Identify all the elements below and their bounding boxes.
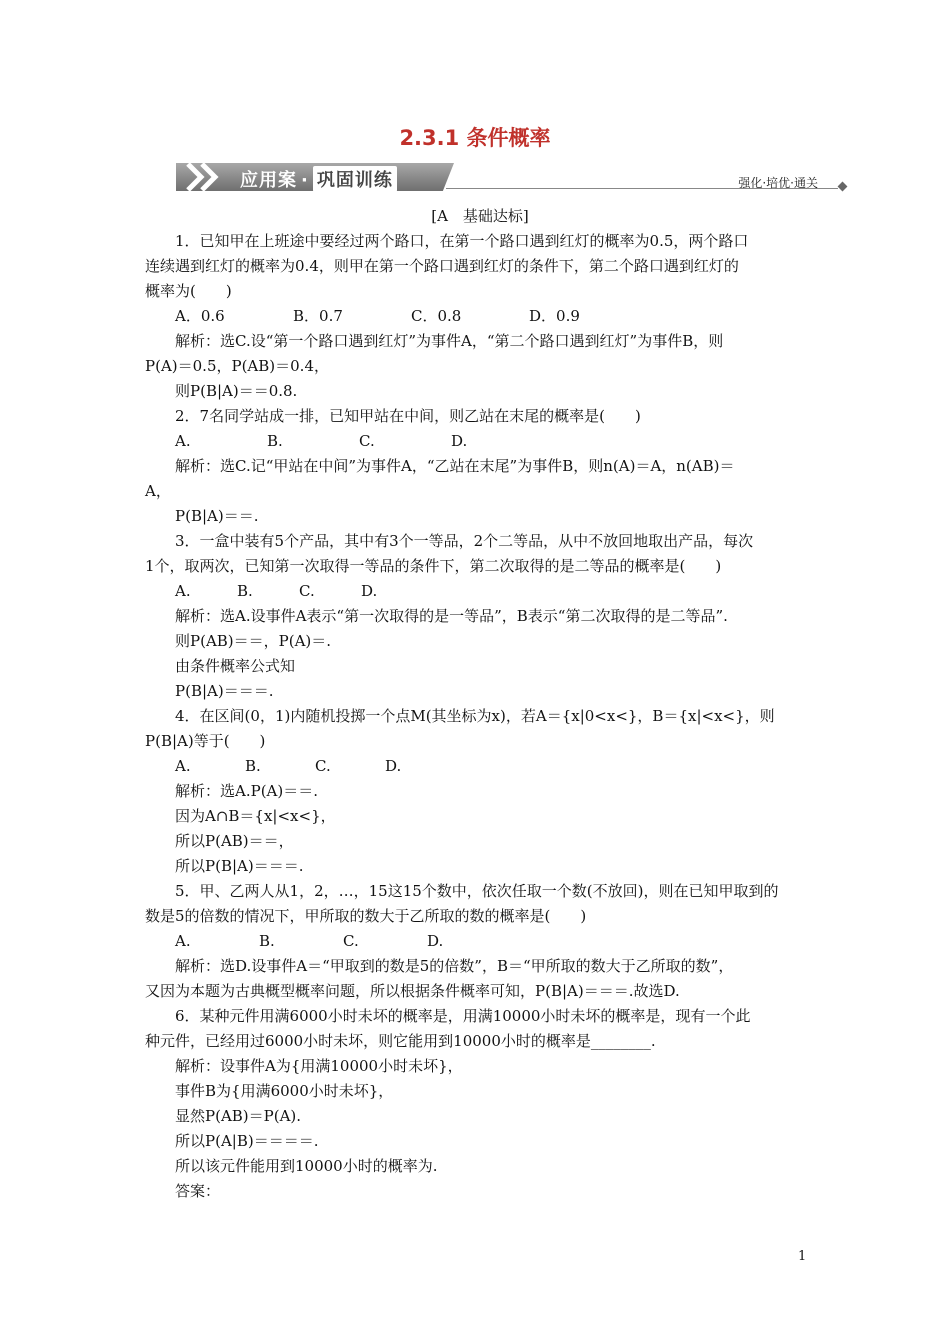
options-line xyxy=(145,429,815,454)
text-line: 2．7名同学站成一排，已知甲站在中间，则乙站在末尾的概率是( ) xyxy=(175,407,641,425)
text-line: 连续遇到红灯的概率为0.4，则甲在第一个路口遇到红灯的条件下，第二个路口遇到红灯的 xyxy=(145,257,739,275)
banner-label xyxy=(240,166,397,192)
text-line: P(B|A)等于( ) xyxy=(145,732,266,750)
page-number: 1 xyxy=(798,1249,807,1264)
text-line: 由条件概率公式知 xyxy=(175,657,296,675)
text-line: 数是5的倍数的情况下，甲所取的数大于乙所取的数的概率是( ) xyxy=(145,907,587,925)
text-line: 种元件，已经用过6000小时未坏，则它能用到10000小时的概率是________. xyxy=(145,1032,656,1050)
option-choice: D. xyxy=(427,932,444,950)
text-line: 解析：设事件A为{用满10000小时未坏}， xyxy=(175,1057,463,1075)
option-choice: D. xyxy=(361,582,378,600)
text-line: 所以P(A|B)＝＝＝＝. xyxy=(175,1132,319,1150)
option-choice: A. xyxy=(175,432,191,450)
text-line: 概率为( ) xyxy=(145,282,232,300)
option-choice: C. xyxy=(343,932,359,950)
text-line: 解析：选A.P(A)＝＝. xyxy=(175,782,318,800)
option-choice: A. xyxy=(175,582,191,600)
option-choice: C．0.8 xyxy=(411,307,462,325)
option-choice: A. xyxy=(175,932,191,950)
option-choice: B. xyxy=(267,432,283,450)
text-line: 事件B为{用满6000小时未坏}， xyxy=(175,1082,394,1100)
option-choice: D．0.9 xyxy=(529,307,580,325)
page-title: 2.3.1 条件概率 xyxy=(399,126,551,150)
text-line: 所以P(AB)＝＝， xyxy=(175,832,294,850)
options-line xyxy=(145,754,815,779)
options-line xyxy=(145,929,815,954)
option-choice: D. xyxy=(385,757,402,775)
diamond-icon xyxy=(838,182,848,192)
text-line: P(B|A)＝＝. xyxy=(175,507,259,525)
text-line: P(A)＝0.5，P(AB)＝0.4， xyxy=(145,357,329,375)
text-line: 3．一盒中装有5个产品，其中有3个一等品，2个二等品，从中不放回地取出产品，每次 xyxy=(175,532,754,550)
text-line: 又因为本题为古典概型概率问题，所以根据条件概率可知，P(B|A)＝＝＝.故选D. xyxy=(145,982,680,1000)
text-line: 5．甲、乙两人从1，2，…，15这15个数中，依次任取一个数(不放回)，则在已知甲取到的 xyxy=(175,882,779,900)
option-choice: C. xyxy=(299,582,315,600)
text-line: 1个，取两次，已知第一次取得一等品的条件下，第二次取得的是二等品的概率是( ) xyxy=(145,557,722,575)
banner-tagline: 强化·培优·通关 xyxy=(738,176,818,190)
text-line: 解析：选C.设“第一个路口遇到红灯”为事件A，“第二个路口遇到红灯”为事件B，则 xyxy=(175,332,724,350)
section-banner xyxy=(176,159,848,195)
text-line: 1．已知甲在上班途中要经过两个路口，在第一个路口遇到红灯的概率为0.5，两个路口 xyxy=(175,232,749,250)
text-line: 则P(B|A)＝＝0.8. xyxy=(175,382,298,400)
option-choice: C. xyxy=(315,757,331,775)
option-choice: A．0.6 xyxy=(175,307,225,325)
option-choice: B. xyxy=(259,932,275,950)
text-line: 则P(AB)＝＝，P(A)＝. xyxy=(175,632,332,650)
text-line: 4．在区间(0，1)内随机投掷一个点M(其坐标为x)，若A＝{x|0<x<}，B＝{x|<x<}，则 xyxy=(175,707,775,725)
option-choice: D. xyxy=(451,432,468,450)
option-choice: A. xyxy=(175,757,191,775)
text-line: 显然P(AB)＝P(A). xyxy=(175,1107,302,1125)
banner-dot: · xyxy=(301,170,309,191)
text-line: 因为A∩B＝{x|<x<}， xyxy=(175,807,336,825)
option-choice: B. xyxy=(237,582,253,600)
banner-label-accent: 巩固训练 xyxy=(313,166,397,192)
double-chevron-icon xyxy=(184,161,224,193)
text-line: A， xyxy=(145,482,171,500)
option-choice: B．0.7 xyxy=(293,307,343,325)
banner-label-main: 应用案 xyxy=(240,170,297,191)
text-line: P(B|A)＝＝＝. xyxy=(175,682,274,700)
text-line: 所以P(B|A)＝＝＝. xyxy=(175,857,304,875)
option-choice: C. xyxy=(359,432,375,450)
exercise-content xyxy=(145,204,815,1204)
text-line: 解析：选D.设事件A＝“甲取到的数是5的倍数”，B＝“甲所取的数大于乙所取的数”， xyxy=(175,957,734,975)
text-line: 解析：选A.设事件A表示“第一次取得的是一等品”，B表示“第二次取得的是二等品”. xyxy=(175,607,728,625)
option-choice: B. xyxy=(245,757,261,775)
text-line: 6．某种元件用满6000小时未坏的概率是，用满10000小时未坏的概率是，现有一个此 xyxy=(175,1007,751,1025)
text-line: 答案： xyxy=(175,1182,221,1200)
options-line xyxy=(145,304,815,329)
text-line: 所以该元件能用到10000小时的概率为. xyxy=(175,1157,438,1175)
text-line: [A 基础达标] xyxy=(431,207,529,225)
options-line xyxy=(145,579,815,604)
text-line: 解析：选C.记“甲站在中间”为事件A，“乙站在末尾”为事件B，则n(A)＝A，n(AB)＝ xyxy=(175,457,735,475)
